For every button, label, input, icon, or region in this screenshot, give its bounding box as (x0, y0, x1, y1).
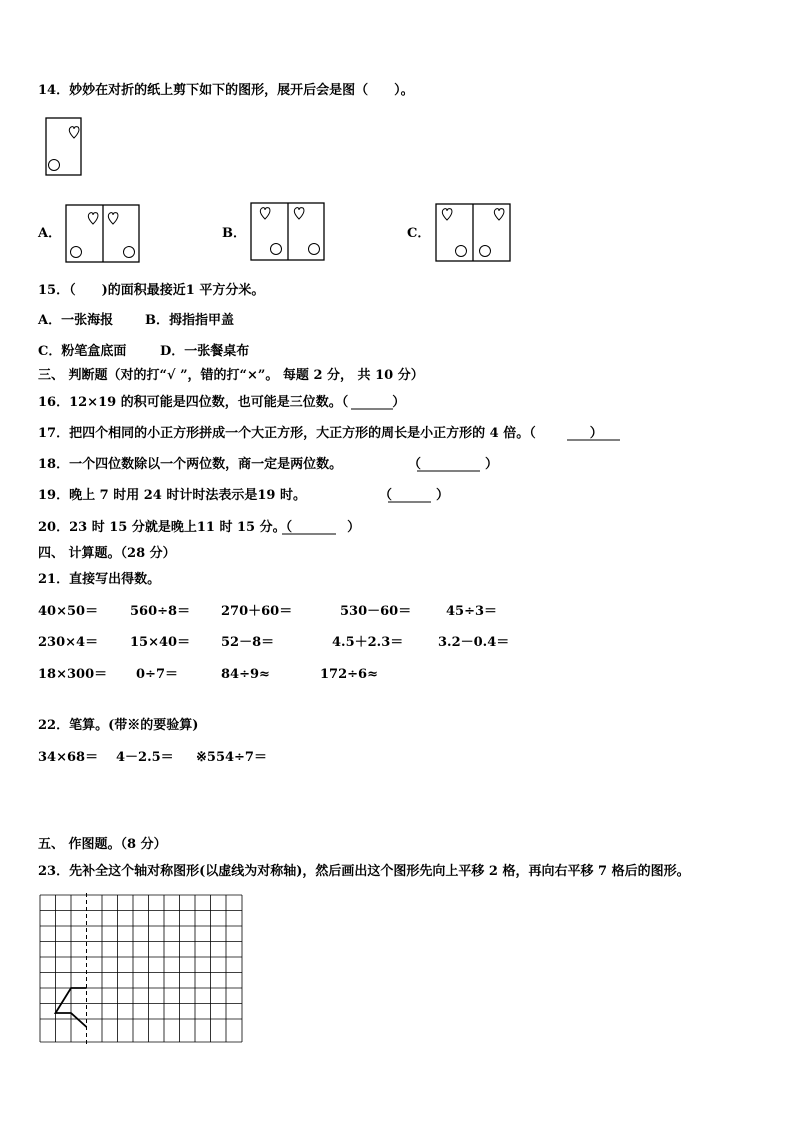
option-c-label: C． (407, 226, 431, 241)
heart-icon (294, 208, 304, 219)
option-b[interactable]: B．拇指指甲盖 (145, 313, 234, 328)
calc-item: 15×40＝ (130, 635, 191, 650)
section-4-heading: 四、 计算题。（28 分） (38, 546, 176, 561)
drawing-grid[interactable] (40, 893, 242, 1044)
heart-icon (494, 209, 504, 220)
heart-icon (260, 208, 270, 219)
written-calc-item: 4－2.5＝ (116, 750, 174, 765)
calc-item: 3.2－0.4＝ (438, 635, 510, 650)
circle-icon (309, 244, 320, 255)
question-22: 22．笔算。(带※的要验算) (38, 718, 199, 733)
calc-item: 52－8＝ (221, 635, 275, 650)
written-calc-item: ※554÷7＝ (196, 750, 267, 765)
calc-item: 0÷7＝ (136, 667, 178, 682)
heart-icon (442, 209, 452, 220)
calc-item: 84÷9≈ (221, 667, 270, 682)
calc-item: 45÷3＝ (446, 604, 498, 619)
circle-icon (124, 247, 135, 258)
option-a-figure[interactable] (66, 205, 139, 262)
option-a[interactable]: A．一张海报 (38, 313, 114, 328)
calc-item: 530－60＝ (340, 604, 412, 619)
question-23: 23．先补全这个轴对称图形(以虚线为对称轴)，然后画出这个图形先向上平移 2 格，再向右平移 7 格后的图形。 (38, 864, 690, 879)
option-d[interactable]: D．一张餐桌布 (160, 344, 250, 359)
question-20: 20．23 时 15 分就是晚上11 时 15 分。（ ） (38, 520, 361, 535)
written-calc-item: 34×68＝ (38, 750, 99, 765)
circle-icon (71, 247, 82, 258)
question-14: 14．妙妙在对折的纸上剪下如下的图形，展开后会是图（ ）。 (38, 83, 414, 98)
question-16: 16．12×19 的积可能是四位数，也可能是三位数。（ ） (38, 395, 406, 410)
calc-item: 230×4＝ (38, 635, 99, 650)
question-15: 15．（ )的面积最接近1 平方分米。 (38, 283, 265, 298)
heart-icon (88, 213, 98, 224)
option-b-label: B． (222, 226, 246, 241)
heart-icon (108, 213, 118, 224)
calc-item: 4.5＋2.3＝ (332, 635, 404, 650)
option-a-label: A． (38, 226, 62, 241)
circle-icon (49, 160, 60, 171)
calc-item: 560÷8＝ (130, 604, 191, 619)
question-17: 17．把四个相同的小正方形拼成一个大正方形，大正方形的周长是小正方形的 4 倍。（ ） (38, 426, 603, 441)
option-c-figure[interactable] (436, 204, 510, 261)
circle-icon (480, 246, 491, 257)
option-b-figure[interactable] (251, 203, 324, 260)
heart-icon (69, 127, 79, 138)
question-21: 21．直接写出得数。 (38, 572, 161, 587)
option-c[interactable]: C．粉笔盒底面 (38, 344, 127, 359)
calc-item: 18×300＝ (38, 667, 108, 682)
circle-icon (456, 246, 467, 257)
question-19: 19．晚上 7 时用 24 时计时法表示是19 时。 (38, 488, 306, 503)
question-18-answer[interactable]: （ ） (408, 457, 499, 472)
calc-item: 172÷6≈ (320, 667, 378, 682)
folded-paper-figure (46, 118, 81, 175)
question-19-answer[interactable]: （ ） (379, 488, 450, 503)
calc-item: 40×50＝ (38, 604, 99, 619)
calc-item: 270＋60＝ (221, 604, 293, 619)
section-5-heading: 五、 作图题。（8 分） (38, 837, 167, 852)
section-3-heading: 三、 判断题（对的打“√ ”，错的打“×”。 每题 2 分， 共 10 分） (38, 368, 424, 383)
question-18: 18．一个四位数除以一个两位数，商一定是两位数。 (38, 457, 343, 472)
circle-icon (271, 244, 282, 255)
